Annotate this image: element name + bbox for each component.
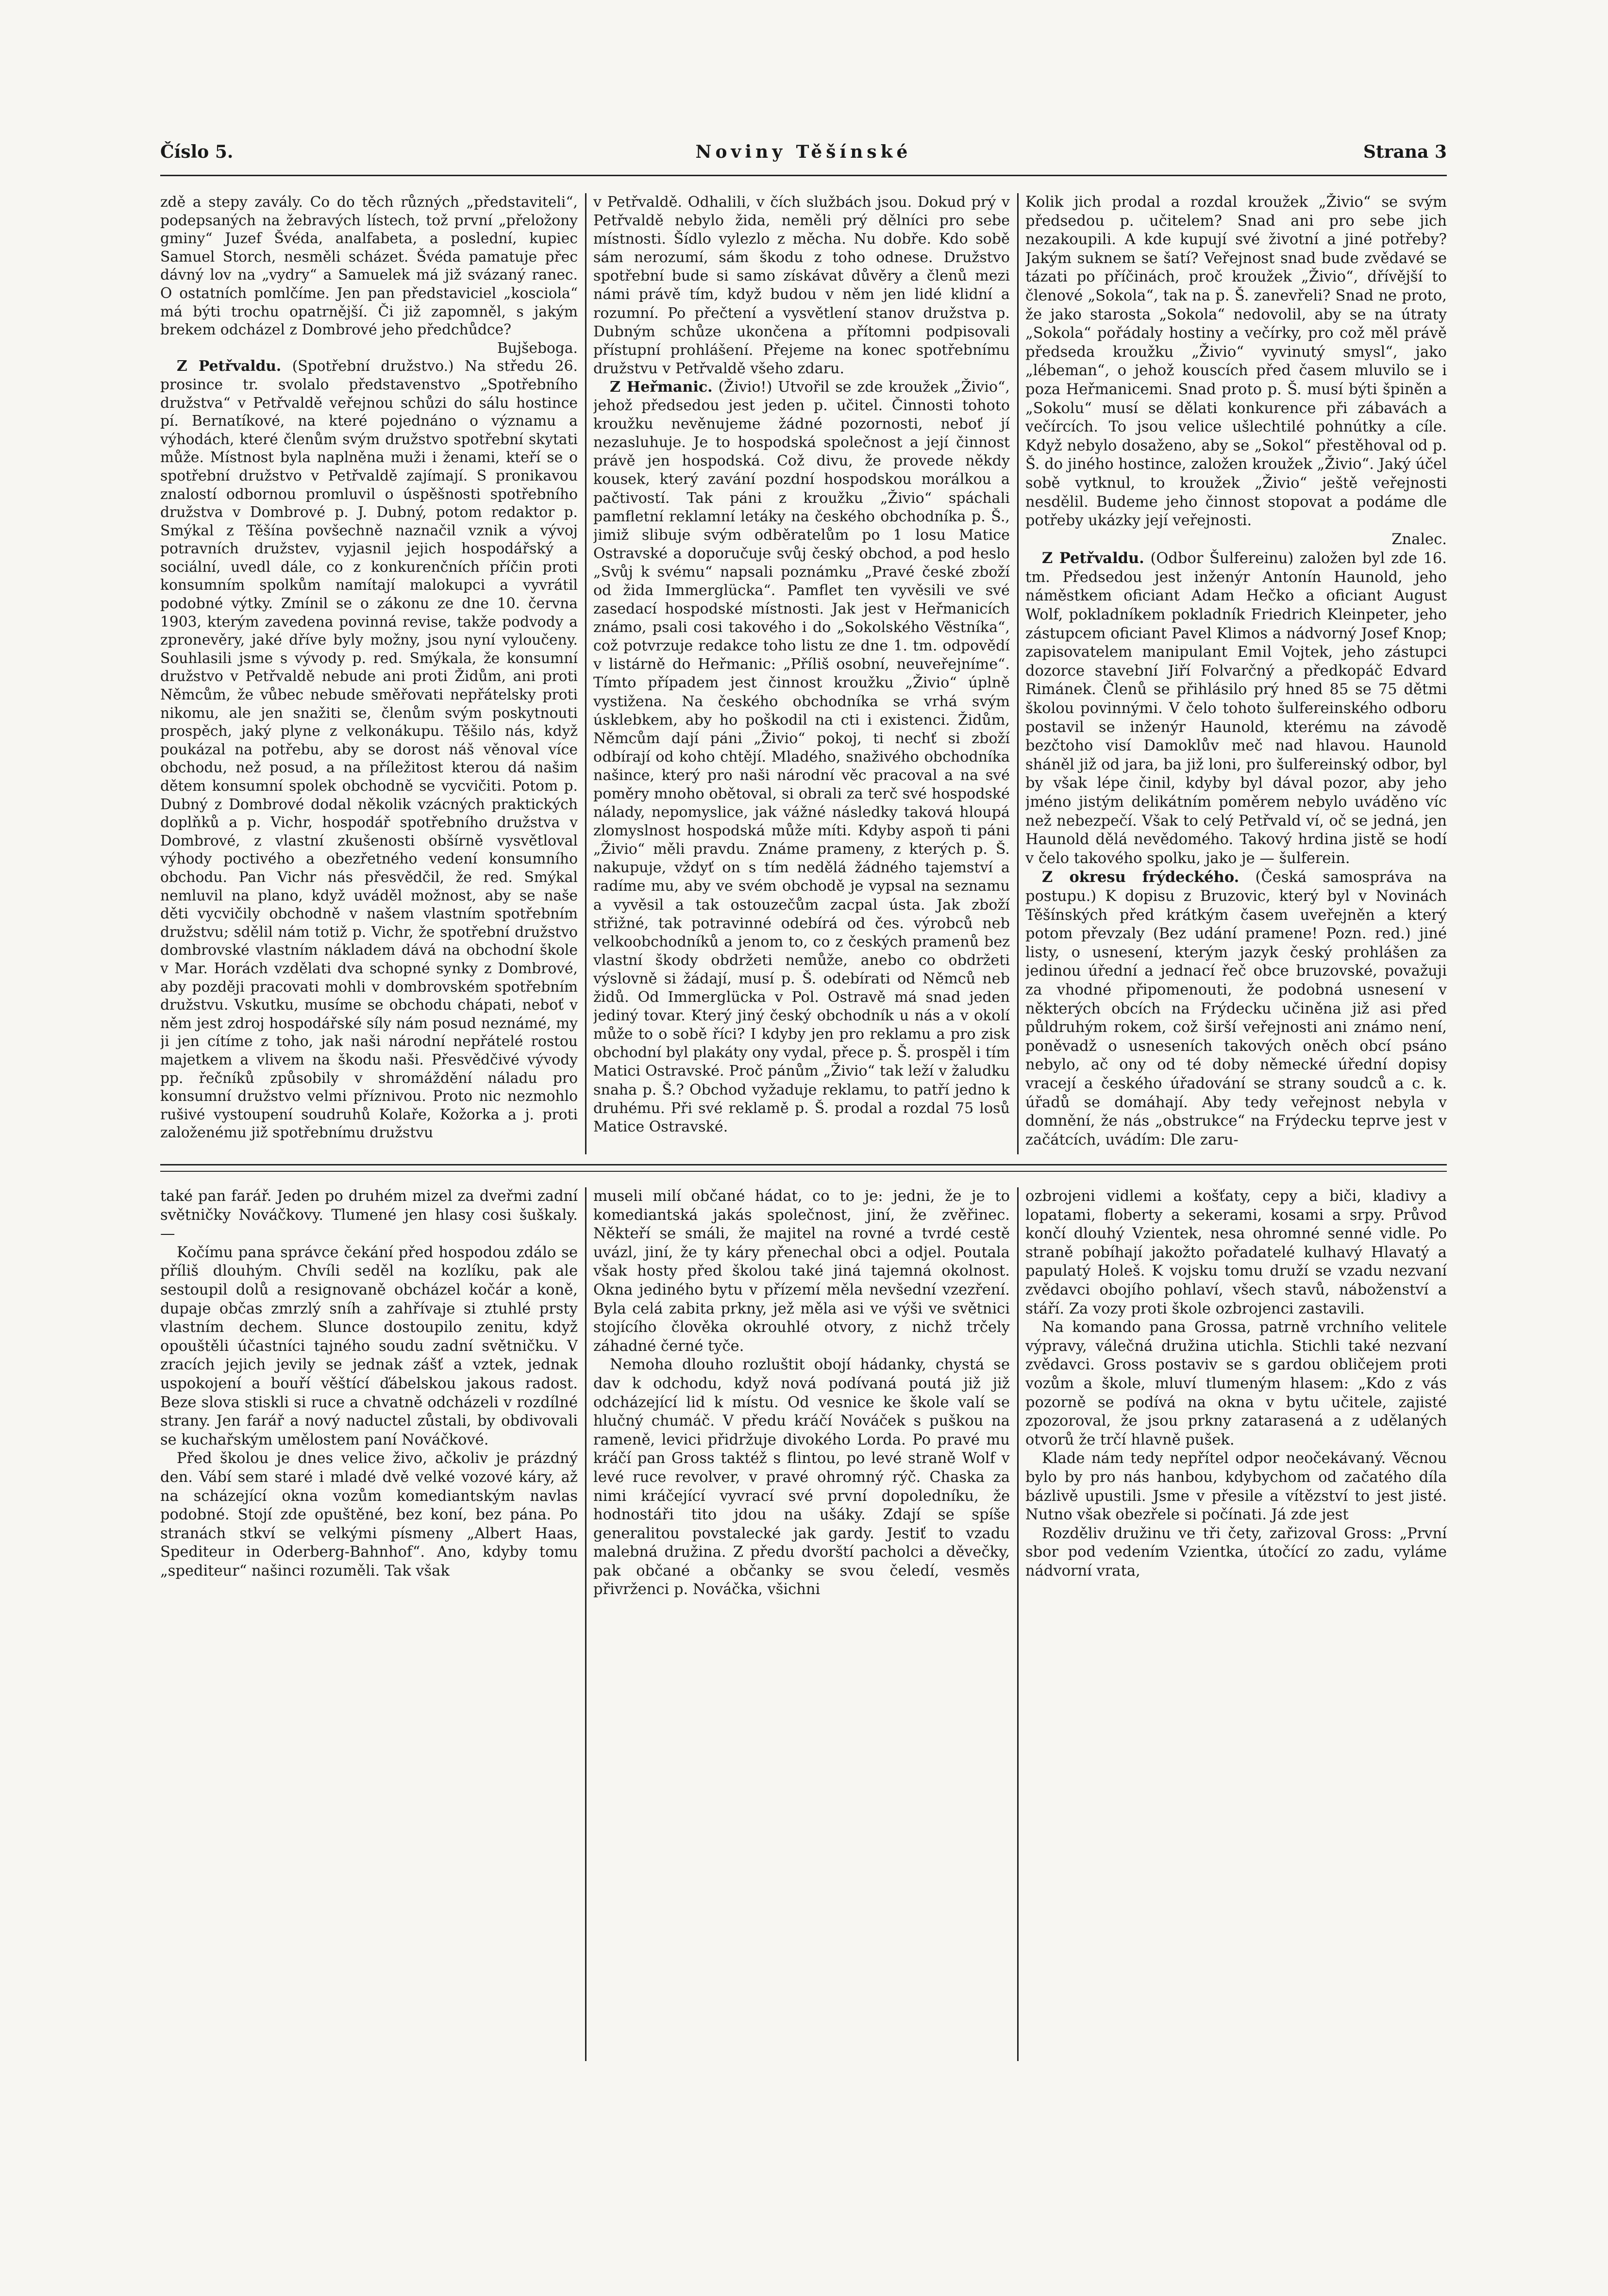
paragraph-text: Znalec.: [1391, 531, 1447, 548]
paragraph-text: také pan farář. Jeden po druhém mizel za dveřmi zadní světničky Nováčkovy. Tlumené jen hlasy cosi šuškaly. —: [160, 1188, 578, 1243]
bottom-column-3: [1025, 1187, 1447, 2061]
paragraph: [1025, 193, 1447, 531]
article-paragraph: [160, 357, 578, 1142]
paragraph-text: (Živio!) Utvořil se zde kroužek „Živio“, jehož předsedou jest jeden p. učitel. Činnosti tohoto kroužku nevěnujeme žádné pozornosti, neboť jí nezasluhuje. Je to hospodská společnost a její činnost právě jen hospodská. Což divu, že provede někdy kousek, který zavání pozdní hospodskou morálkou a pačtivostí. Tak páni z kroužku „Živio“ spáchali pamfletní reklamní letáky na českého obchodníka p. Š., jimiž slibuje svým odběratelům po 1 losu Matice Ostravské a doporučuje svůj český obchod, a pod heslo „Svůj k svému“ napsali poznámku „Pravé české zboží od žida Immerglücka“. Pamflet ten vyvěsili ve své zasedací hospodské místnosti. Jak jest v Heřmanicích známo, psali cosi takového i do „Sokolského Věstníka“, což potvrzuje redakce toho listu ze dne 1. tm. odpovědí v listárně do Heřmanic: „Příliš osobní, neuveřejníme“. Tímto případem jest činnost kroužku „Živio“ úplně vystižena. Na českého obchodníka se vrhá svým úsklebkem, aby ho poškodil na cti i existenci. Židům, Němcům dají páni „Živio“ pokoj, ti nechť si zboží odbírají od koho chtějí. Mladého, snaživého obchodníka našince, který pro naši národní věc pracoval a na své poměry mnoho obětoval, si obrali za terč své hospodské nálady, nepomyslice, jak vážné následky taková hloupá zlomyslnost hospodská může míti. Kdyby aspoň ti páni „Živio“ měli pravdu. Známe prameny, z kterých p. Š. nakupuje, vždyť on s tím nedělá žádného tajemství a radíme mu, aby ve svém obchodě je vypsal na seznamu a vyvěsil a tak ostouzečům zacpal ústa. Jak zboží střižné, tak potravinné odebírá od čes. výrobců neb velkoobchodníků a jenom to, co z českých pramenů bez vlastní škody obdržeti nemůže, anebo co obdržeti výslovně si žádají, musí p. Š. odebírati od Němců neb židů. Od Immerglücka v Pol. Ostravě má snad jeden jediný tovar. Který jiný český obchodník u nás a v okolí může to o sobě říci? I kdyby jen pro reklamu a pro zisk obchodní byl plakáty ony vydal, přece p. Š. prospěl i tím Matici Ostravské. Proč pánům „Živio“ tak leží v žaludku snaha p. Š.? Obchod vyžaduje reklamu, to patří jedno k druhému. Při své reklamě p. Š. prodal a rozdal 75 losů Matice Ostravské.: [593, 378, 1010, 1135]
article-paragraph: [593, 378, 1010, 1136]
article-heading: Z Petřvaldu.: [177, 358, 282, 375]
paragraph: [160, 339, 578, 358]
paragraph-text: Na komando pana Grossa, patrně vrchního velitele výpravy, válečná družina utichla. Stichli také nezvaní zvědavci. Gross postaviv se s gardou obličejem proti vozům a škole, mluví tlumeným hlasem: „Kdo z vás pozorně se podívá na okna v bytu učitele, zajisté zpozoroval, že jsou prkny zatarasená a z udělaných otvorů že trčí hlavně pušek.: [1025, 1319, 1447, 1448]
page-header: [160, 142, 1447, 171]
paragraph-text: (Spotřební družstvo.) Na středu 26. prosince tr. svolalo představenstvo „Spotřebního družstva“ v Petřvaldě veřejnou schůzi do sálu hostince pí. Bernatíkové, na které pojednáno o významu a výhodách, které členům svým družstvo spotřební skytati může. Místnost byla naplněna muži i ženami, kteří se o spotřební družstvo v Petřvaldě zajímají. S pronikavou znalostí odbornou promluvil o úspěšnosti spotřebního družstva v Dombrové p. J. Dubný, potom redaktor p. Smýkal z Těšína povšechně naznačil vznik a vývoj potravních družstev, vyjasnil jejich hospodářský a sociální, uvedl dále, co z konkurenčních příčin proti konsumním spolkům namítají malokupci a vyvrátil podobné výtky. Zmínil se o zákonu ze dne 10. června 1903, kterým zavedena povinná revise, takže podvody a zpronevěry, jaké dříve byly možny, jsou nyní vyloučeny. Souhlasili jsme s vývody p. red. Smýkala, že konsumní družstvo v Petřvaldě nebude ani proti Židům, ani proti Němcům, že vůbec nebude směřovati nepřátelsky proti nikomu, ale jen snažiti se, členům svým poskytnouti prospěch, jaký plyne z velkonákupu. Těšilo nás, když poukázal na potřebu, aby se dorost náš věnoval více obchodu, než posud, a na příležitost kterou dá našim dětem konsumní spolek obchodně se vycvičiti. Potom p. Dubný z Dombrové dodal několik vzácných praktických doplňků a p. Vichr, hospodář spotřebního družstva v Dombrové, z vlastní zkušenosti obšírně vysvětloval výhody poctivého a obezřetného vedení konsumního obchodu. Pan Vichr nás přesvědčil, že red. Smýkal nemluvil na plano, když uváděl možnost, aby se naše děti vycvičily obchodně v našem vlastním spotřebním družstvu; sdělil nám totiž p. Vichr, že spotřební družstvo dombrovské vlastním nákladem dává na obchodní škole v Mar. Horách vzdělati dva schopné synky z Dombrové, aby později pracovati mohli v dombrovském spotřebním družstvu. Vskutku, musíme se obchodu chápati, neboť v něm jest zdroj hospodářské síly nám posud neznámé, my ji jen cítíme z toho, jak naši národní nepřátelé rostou majetkem a vlivem na škodu naši. Přesvědčivé vývody pp. řečníků způsobily v shromáždění náladu pro konsumní družstvo velmi příznivou. Proto nic nezmohlo rušivé vystoupení soudruhů Kolaře, Kožorka a j. proti založenému již spotřebnímu družstvu: [160, 358, 578, 1142]
article-paragraph: [1025, 549, 1447, 868]
bottom-column-2: [593, 1187, 1010, 2061]
column-divider: [1017, 193, 1019, 1154]
paragraph: [1025, 1449, 1447, 1524]
paragraph-text: (Odbor Šulfereinu) založen byl zde 16. tm. Předsedou jest inženýr Antonín Haunold, jeho náměstkem oficiant Adam Hečko a oficiant August Wolf, pokladníkem pokladník Friedrich Kleinpeter, jeho zástupcem oficiant Pavel Klimos a nádvorný Josef Knop; zapisovatelem manipulant Emil Vojtek, jeho zástupci dozorce stavební Jiří Folvarčný a předkopáč Edvard Rimánek. Členů se přihlásilo prý hned 85 se 75 dětmi školou povinnými. V čelo tohoto šulfereinského odboru postavil se inženýr Haunold, kterému na závodě bezčtoho visí Damoklův meč nad hlavou. Haunold sháněl již od jara, ba již loni, pro šulfereinský odbor, byl by však lépe činil, kdyby byl dával pozor, aby jeho jméno jistým delikátním poměrem nebylo uváděno víc než nebezpečí. Však to celý Petřvald ví, oč se jedná, jen Haunold dělá nevědomého. Takový hrdina jistě se hodí v čelo takového spolku, jako je — šulferein.: [1025, 550, 1447, 867]
column-divider: [1017, 1187, 1019, 2061]
paragraph-text: Nemoha dlouho rozluštit obojí hádanky, chystá se dav k odchodu, když nová podívaná poutá již již odcházející lid k místu. Od vesnice ke škole valí se hlučný chumáč. V předu kráčí Nováček s puškou na rameně, levici přidržuje divokého Lorda. Po pravé mu kráčí pan Gross taktéž s flintou, po levé straně Wolf v levé ruce revolver, v pravé ohromný rýč. Chaska za nimi kráčející vyvrací své první dopoledníku, že hodnostáři tito jdou na ušáky. Zdají se spíše generalitou povstalecké jak gardy. Jestiť to vzadu malebná družina. Z předu dvorští pacholci a děvečky, pak občané a občanky se svou čeledí, vesměs přivrženci p. Nováčka, všichni: [593, 1356, 1010, 1598]
article-heading: Z Petřvaldu.: [1042, 549, 1144, 567]
paragraph-text: Kočímu pana správce čekání před hospodou zdálo se příliš dlouhým. Chvíli seděl na kozlíku, pak ale sestoupil dolů a resignovaně obcházel kočár a koně, dupaje občas zmrzlý sníh a zahřívaje si ztuhlé prsty vlastním dechem. Slunce dostoupilo zenitu, když opouštěli účastníci tajného soudu zadní světničku. V zracích jejich jevily se jednak zášť a vztek, jednak uspokojení a bouří věštící ďábelskou jakous radost. Beze slova stiskli si ruce a chvatně odcházeli v rozdílné strany. Jen farář a nový naductel zůstali, by obdivovali se kuchařským umělostem paní Nováčkové.: [160, 1244, 578, 1448]
paragraph-text: Klade nám tedy nepřítel odpor neočekávaný. Věcnou bylo by pro nás hanbou, kdybychom od začatého díla bázlivě upustili. Jsme v přesile a vítězství to jest jisté. Nutno však obezřele si počínati. Já zde jest: [1025, 1450, 1447, 1524]
newspaper-title: Noviny Těšínské: [695, 142, 912, 162]
paragraph: [1025, 1318, 1447, 1449]
paragraph: [1025, 1187, 1447, 1318]
paragraph: [160, 193, 578, 339]
paragraph: [593, 1187, 1010, 1356]
bottom-column-1: [160, 1187, 578, 2061]
top-column-2: [593, 193, 1010, 1154]
article-heading: Z Heřmanic.: [610, 378, 713, 396]
header-rule: [160, 175, 1447, 176]
paragraph: [593, 193, 1010, 378]
paragraph-text: ozbrojeni vidlemi a košťaty, cepy a biči, kladivy a lopatami, floberty a sekerami, kosami a srpy. Průvod končí dlouhý Vzientek, nesa ohromné senné vidle. Po straně pobíhají jakožto pořadatelé kulhavý Hlavatý a papulatý Holeš. K vojsku tomu druží se vzadu nezvaní zvědavci obojího pohlaví, všech stavů, náboženství a stáří. Za vozy proti škole ozbrojenci zastavili.: [1025, 1188, 1447, 1317]
page-number: Strana 3: [1363, 142, 1447, 162]
paragraph-text: museli milí občané hádat, co to je: jedni, že je to komediantská jakás společnost, jiní, že zvěřinec. Někteří se smáli, že majitel na rovné a tvrdé cestě uvázl, jiní, že ty káry přenechal obci a odjel. Poutala však hosty před školou také jiná tajemná okolnost. Okna jediného bytu v přízemí měla nevšední vzezření. Byla celá zabita prkny, jež měla asi ve výši ve světnici stojícího člověka okrouhlé otvory, z nichž trčely záhadné černé tyče.: [593, 1188, 1010, 1355]
paragraph-text: Rozděliv družinu ve tři čety, zařizoval Gross: „První sbor pod vedením Vzientka, útočící zo zadu, vyláme nádvorní vrata,: [1025, 1525, 1447, 1580]
paragraph: [160, 1187, 578, 1244]
column-divider: [585, 1187, 586, 2061]
top-column-3: [1025, 193, 1447, 1154]
paragraph: [160, 1244, 578, 1450]
section-rule: [160, 1171, 1447, 1172]
article-heading: Z okresu frýdeckého.: [1042, 868, 1240, 886]
paragraph: [160, 1449, 578, 1581]
paragraph: [1025, 531, 1447, 549]
paragraph-text: Bujšeboga.: [497, 339, 578, 357]
paragraph-text: v Petřvaldě. Odhalili, v čích službách jsou. Dokud prý v Petřvaldě nebylo žida, neměli prý dělníci pro sebe místnosti. Šídlo vylezlo z měcha. Nu dobře. Kdo sobě sám nerozumí, sám škodu z toho odnese. Družstvo spotřební bude si samo získávat důvěry a členů mezi námi právě tím, když budou v něm jen lidé klidní a rozumní. Po přečtení a vysvětlení stanov družstva p. Dubným schůze ukončena a přítomni podpisovali přístupní prohlášení. Přejeme na konec spotřebnímu družstvu v Petřvaldě všeho zdaru.: [593, 194, 1010, 377]
paragraph-text: (Česká samospráva na postupu.) K dopisu z Bruzovic, který byl v Novinách Těšínských před krátkým časem uveřejněn a který potom převzaly (Bez udání pramene! Pozn. red.) jiné listy, o usnesení, kterým jazyk český prohlášen za jedinou úřední a jednací řeč obce bruzovské, považuji za vhodné připomenouti, že podobná usnesení v některých obcích na Frýdecku učiněna již asi před půldruhým rokem, což širší veřejnosti ani známo není, poněvadž o usneseních takových oněch obcí psáno nebylo, ač ony od té doby německé úřední dopisy vracejí a českého úřadování se strany soudců a c. k. úřadů se domáhají. Aby tedy veřejnost nebyla v domnění, že nás „obstrukce“ na Frýdecku teprve jest v začátcích, uvádím: Dle zaru-: [1025, 869, 1447, 1148]
section-rule: [160, 1164, 1447, 1165]
paragraph-text: Kolik jich prodal a rozdal kroužek „Živio“ se svým předsedou p. učitelem? Snad ani pro sebe jich nezakoupili. A kde kupují své životní a jiné potřeby? Jakým suknem se šatí? Veřejnost snad bude zvědavé se tázati po příčinách, proč kroužek „Živio“, dřívější to členové „Sokola“, tak na p. Š. zanevřeli? Snad ne proto, že jako starosta „Sokola“ nedovolil, aby se na útraty „Sokola“ pořádaly hostiny a večírky, pro což měl právě předseda kroužku „Živio“ vyvinutý smysl“, jako „lébeman“, o jehož kouscích před časem mluvilo se i poza Heřmanicemi. Snad proto p. Š. musí býti špiněn a „Sokolu“ musí se dělati konkurence při zábavách a večírcích. To jsou velice ušlechtilé pohnútky a cíle. Když nebylo dosaženo, aby se „Sokol“ přestěhoval od p. Š. do jiného hostince, založen kroužek „Živio“. Jaký účel sobě vytknul, to kroužek „Živio“ ještě veřejnosti nesdělil. Budeme jeho činnost stopovat a podáme dle potřeby ukázky její veřejnosti.: [1025, 194, 1447, 530]
paragraph-text: zdě a stepy zavály. Co do těch různých „představiteli“, podepsaných na žebravých lístech, tož první „přeložony gminy“ Juzef Švéda, analfabeta, a poslední, kupiec Samuel Storch, nesměli scházet. Švéda pamatuje přec dávný lov na „vydry“ a Samuelek má již svázaný ranec. O ostatních pomlčíme. Jen pan představiciel „kosciola“ má býti trochu opatrnější. Či již zapomněl, s jakým brekem odcházel z Dombrové jeho předchůdce?: [160, 194, 578, 339]
issue-number: Číslo 5.: [160, 142, 234, 162]
paragraph: [1025, 1525, 1447, 1581]
paragraph: [593, 1356, 1010, 1599]
column-divider: [585, 193, 586, 1154]
article-paragraph: [1025, 868, 1447, 1149]
paragraph-text: Před školou je dnes velice živo, ačkoliv je prázdný den. Vábí sem staré i mladé dvě velké vozové káry, až na scházející okna vozům komediantským navlas podobné. Stojí zde opuštěné, bez koní, bez pána. Po stranách stkví se velkými písmeny „Albert Haas, Spediteur in Oderberg-Bahnhof“. Ano, kdyby tomu „spediteur“ našinci rozuměli. Tak však: [160, 1450, 578, 1580]
top-column-1: [160, 193, 578, 1154]
